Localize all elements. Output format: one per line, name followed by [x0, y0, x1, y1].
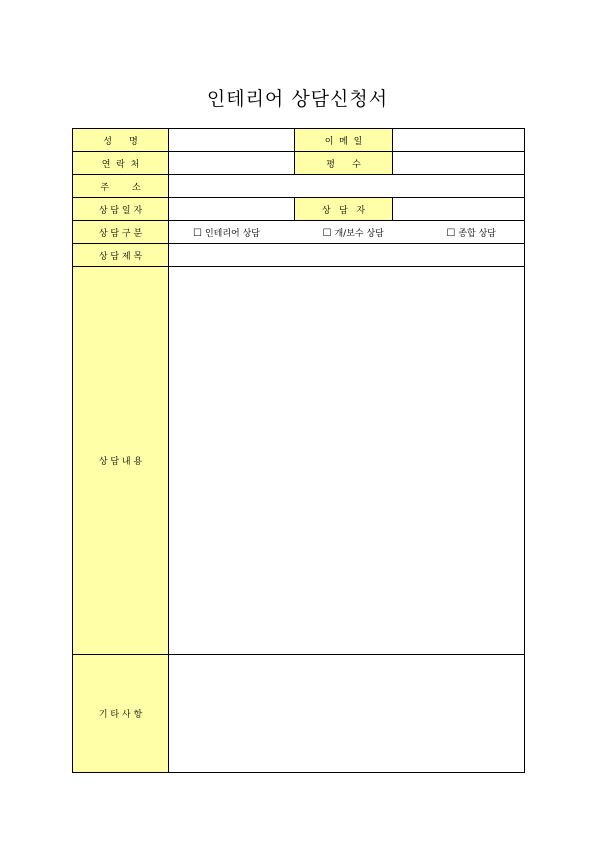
option-general[interactable]: [446, 226, 496, 239]
etc-field[interactable]: [169, 655, 525, 773]
option-label: 개/보수 상담: [334, 228, 384, 239]
consultant-field[interactable]: [393, 198, 525, 221]
row-address: [73, 175, 525, 198]
row-contact-area: [73, 152, 525, 175]
content-field[interactable]: [169, 267, 525, 655]
label-contact: 연 락 처: [73, 152, 169, 175]
label-consultant: 상 담 자: [295, 198, 393, 221]
email-field[interactable]: [393, 129, 525, 152]
row-name-email: [73, 129, 525, 152]
checkbox-icon[interactable]: ☐: [322, 227, 332, 239]
label-address: 주 소: [73, 175, 169, 198]
option-label: 종합 상담: [458, 228, 496, 239]
checkbox-icon[interactable]: ☐: [193, 227, 202, 239]
label-subject: 상 담 제 목: [73, 244, 169, 267]
address-field[interactable]: [169, 175, 525, 198]
label-type: 상 담 구 분: [73, 221, 169, 244]
label-date: 상 담 일 자: [73, 198, 169, 221]
row-type: [73, 221, 525, 244]
label-name: 성 명: [73, 129, 169, 152]
option-interior[interactable]: [193, 226, 260, 239]
row-etc: [73, 655, 525, 773]
area-field[interactable]: [393, 152, 525, 175]
contact-field[interactable]: [169, 152, 295, 175]
checkbox-icon[interactable]: ☐: [446, 227, 456, 239]
type-options: [169, 221, 525, 244]
name-field[interactable]: [169, 129, 295, 152]
option-repair[interactable]: [323, 226, 384, 239]
label-content: 상 담 내 용: [73, 267, 169, 655]
row-content: [73, 267, 525, 655]
row-date-consultant: [73, 198, 525, 221]
consultation-form-table: [72, 128, 525, 773]
label-area: 평 수: [295, 152, 393, 175]
document-title: 인테리어 상담신청서: [206, 88, 389, 110]
date-field[interactable]: [169, 198, 295, 221]
option-label: 인테리어 상담: [204, 228, 260, 239]
label-email: 이 메 일: [295, 129, 393, 152]
row-subject: [73, 244, 525, 267]
subject-field[interactable]: [169, 244, 525, 267]
label-etc: 기 타 사 항: [73, 655, 169, 773]
